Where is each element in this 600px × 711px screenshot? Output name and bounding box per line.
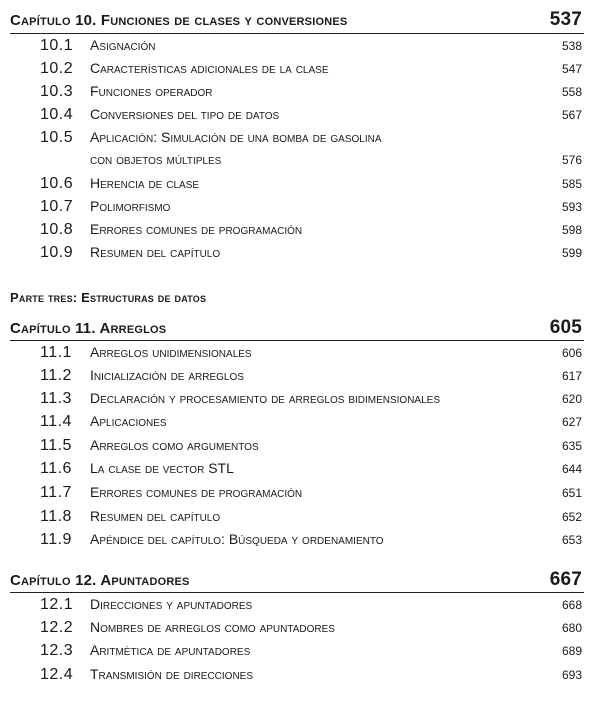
section-number: 10.7	[40, 198, 74, 215]
section-number: 10.2	[40, 60, 74, 77]
section-title-continued: con objetos múltiples	[90, 151, 222, 167]
section-title: Características adicionales de la clase	[90, 60, 329, 76]
section-number: 10.6	[40, 175, 74, 192]
section-title: Arreglos unidimensionales	[90, 344, 252, 360]
section-page: 653	[561, 533, 582, 547]
section-number: 12.2	[40, 619, 74, 636]
chapter-title: Capítulo 12. Apuntadores	[10, 572, 190, 589]
section-page: 644	[561, 462, 582, 476]
section-page: 652	[561, 510, 582, 524]
section-page: 599	[561, 246, 582, 260]
section-title: Resumen del capítulo	[90, 508, 221, 524]
section-title: Conversiones del tipo de datos	[90, 106, 280, 122]
chapter-page: 605	[549, 317, 582, 338]
chapter-rule	[10, 33, 584, 34]
section-title: Errores comunes de programación	[90, 484, 303, 500]
section-page: 620	[561, 392, 582, 406]
section-number: 12.3	[40, 642, 74, 659]
section-title: Resumen del capítulo	[90, 244, 221, 260]
chapter-10-heading	[10, 9, 582, 30]
chapter-12-heading	[10, 569, 582, 590]
section-number: 10.3	[40, 83, 74, 100]
section-page: 538	[561, 39, 582, 53]
chapter-page: 667	[549, 569, 582, 590]
section-page: 576	[561, 153, 582, 167]
chapter-11-heading	[10, 317, 582, 338]
section-page: 651	[561, 486, 582, 500]
section-number: 11.7	[40, 484, 72, 501]
section-page: 635	[561, 439, 582, 453]
section-number: 11.1	[40, 344, 72, 361]
section-title: Asignación	[90, 37, 156, 53]
section-page: 547	[561, 62, 582, 76]
section-number: 11.3	[40, 390, 72, 407]
section-page: 617	[561, 369, 582, 383]
section-page: 593	[561, 200, 582, 214]
chapter-title: Capítulo 11. Arreglos	[10, 320, 167, 337]
section-page: 627	[561, 415, 582, 429]
section-title: Aplicación: Simulación de una bomba de gasolina	[90, 129, 382, 145]
section-title: Aplicaciones	[90, 413, 167, 429]
section-title: Nombres de arreglos como apuntadores	[90, 619, 335, 635]
section-number: 10.4	[40, 106, 74, 123]
section-number: 11.8	[40, 508, 72, 525]
section-number: 11.2	[40, 367, 72, 384]
section-title: Arreglos como argumentos	[90, 437, 259, 453]
section-number: 12.1	[40, 596, 74, 613]
section-number: 10.9	[40, 244, 74, 261]
section-title: Inicialización de arreglos	[90, 367, 244, 383]
part-heading: Parte tres: Estructuras de datos	[10, 290, 207, 305]
section-page: 693	[561, 668, 582, 682]
section-title: La clase de vector STL	[90, 460, 234, 476]
chapter-rule	[10, 592, 584, 593]
chapter-page: 537	[549, 9, 582, 30]
section-number: 10.8	[40, 221, 74, 238]
section-number: 10.5	[40, 129, 74, 146]
section-title: Direcciones y apuntadores	[90, 596, 253, 612]
section-number: 12.4	[40, 666, 74, 683]
section-number: 10.1	[40, 37, 74, 54]
section-page: 558	[561, 85, 582, 99]
section-number: 11.4	[40, 413, 72, 430]
section-page: 689	[561, 644, 582, 658]
section-page: 680	[561, 621, 582, 635]
section-page: 567	[561, 108, 582, 122]
section-title: Aritmética de apuntadores	[90, 642, 251, 658]
chapter-title: Capítulo 10. Funciones de clases y conversiones	[10, 12, 348, 29]
section-title: Funciones operador	[90, 83, 213, 99]
section-page: 585	[561, 177, 582, 191]
section-number: 11.6	[40, 460, 72, 477]
section-title: Polimorfismo	[90, 198, 171, 214]
section-page: 598	[561, 223, 582, 237]
section-title: Declaración y procesamiento de arreglos bidimensionales	[90, 390, 441, 406]
section-page: 668	[561, 598, 582, 612]
section-title: Errores comunes de programación	[90, 221, 303, 237]
section-title: Apéndice del capítulo: Búsqueda y ordenamiento	[90, 531, 384, 547]
section-page: 606	[561, 346, 582, 360]
chapter-rule	[10, 340, 584, 341]
section-number: 11.5	[40, 437, 72, 454]
section-title: Transmisión de direcciones	[90, 666, 254, 682]
section-title: Herencia de clase	[90, 175, 200, 191]
section-number: 11.9	[40, 531, 72, 548]
